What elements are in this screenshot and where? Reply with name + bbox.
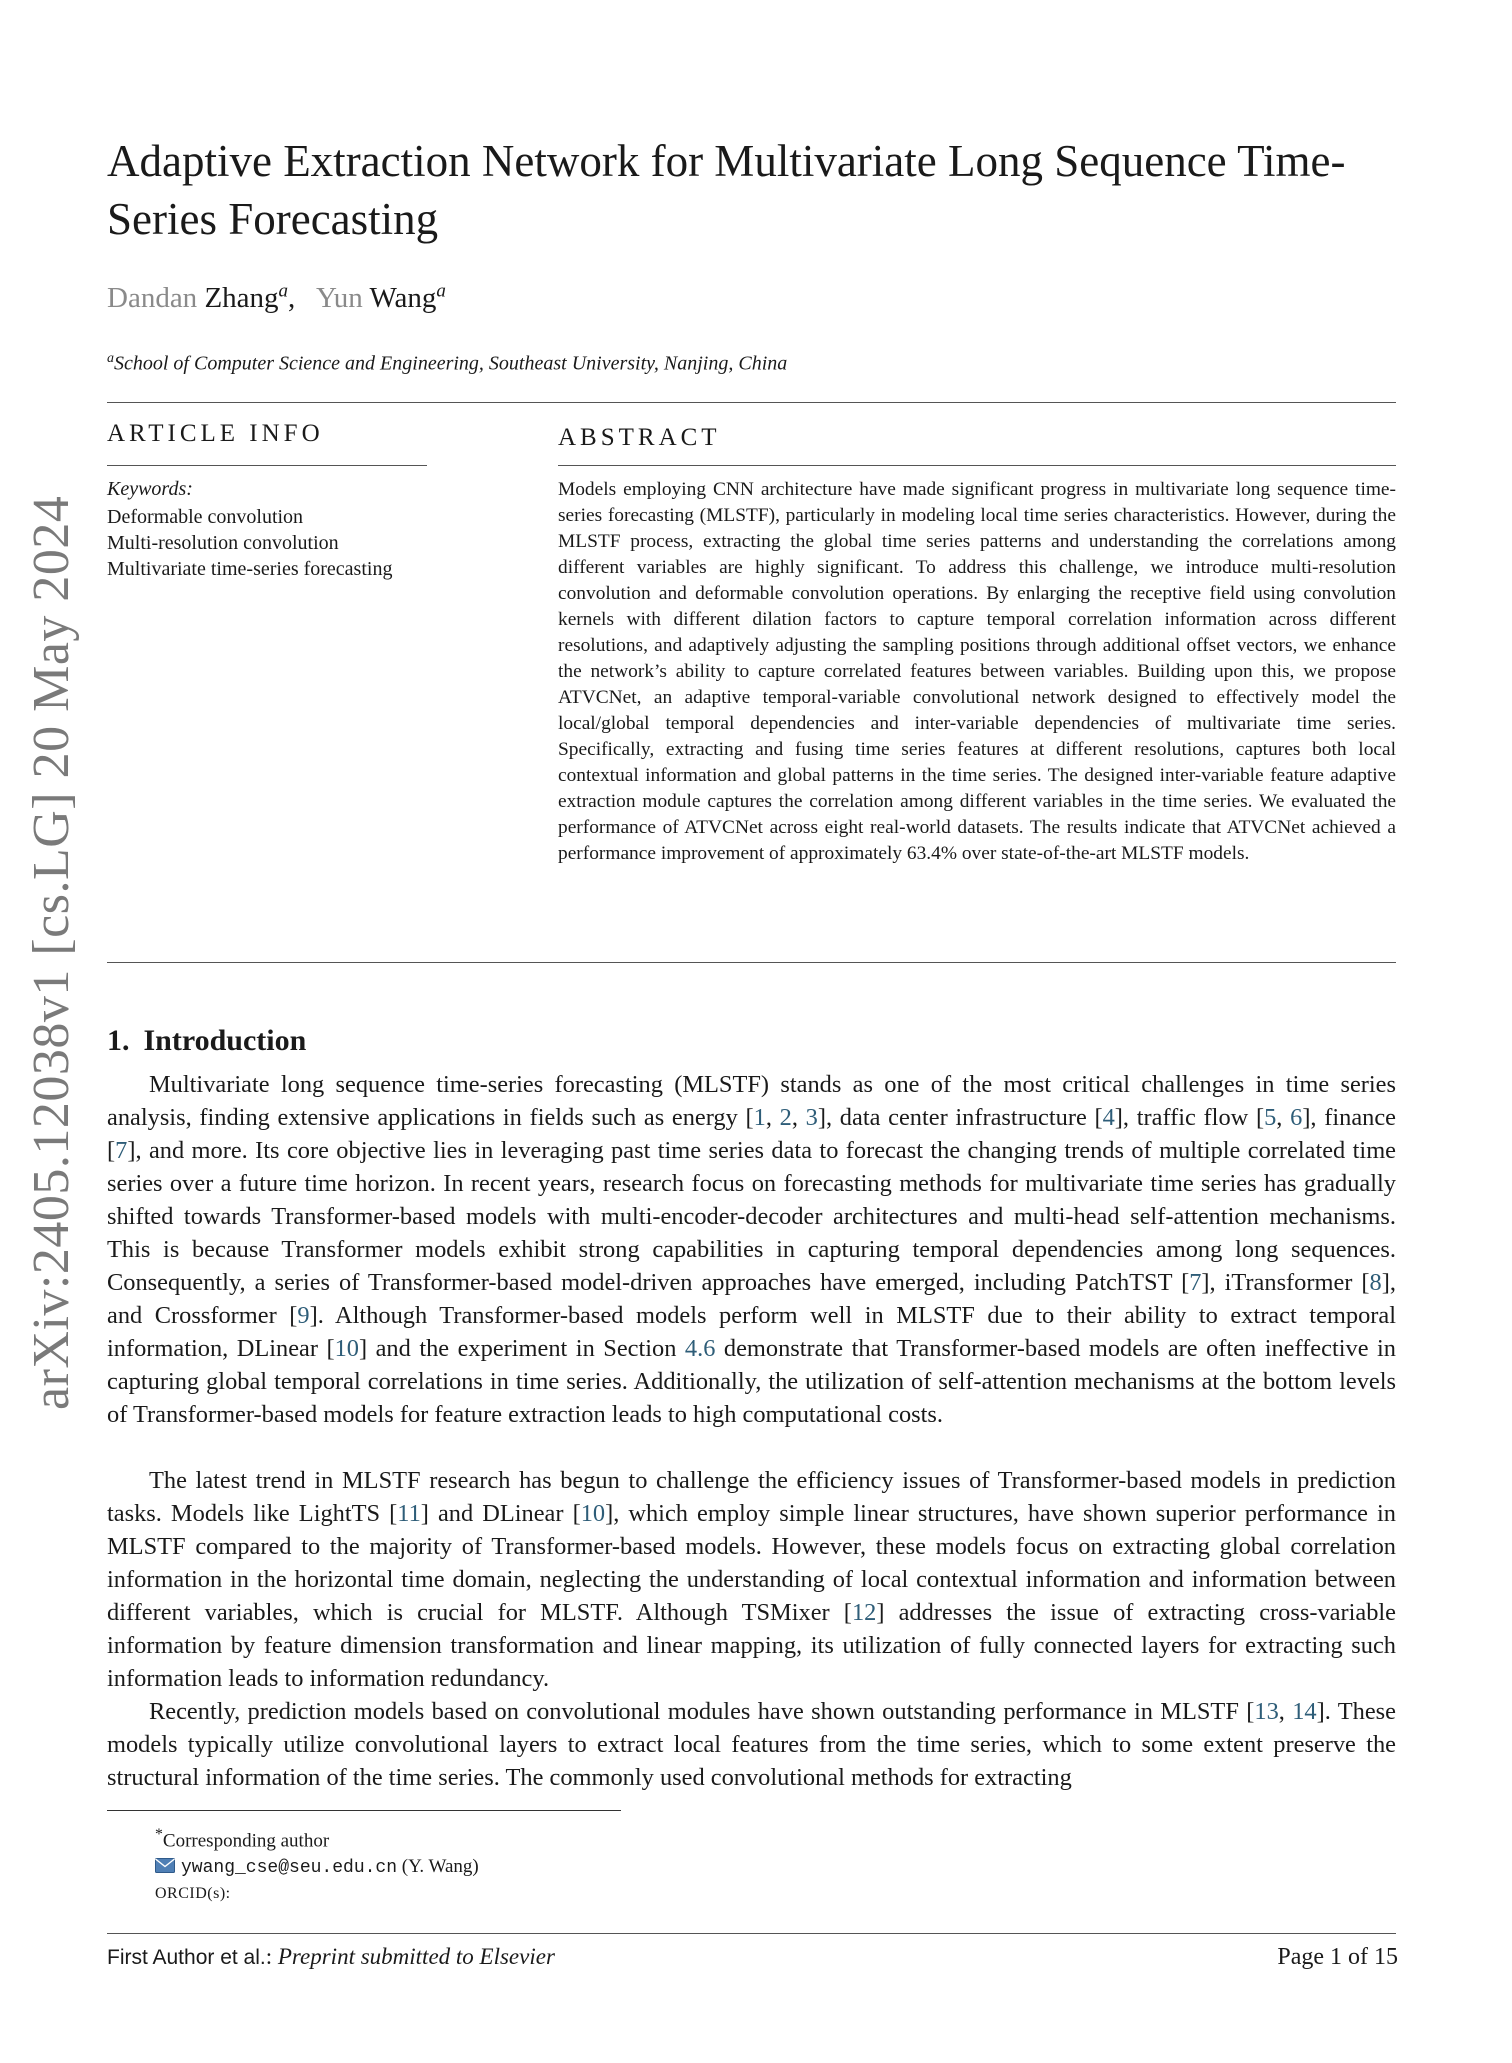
citation-link[interactable]: 1: [753, 1104, 766, 1131]
citation-link[interactable]: 14: [1292, 1698, 1317, 1725]
citation-link[interactable]: 4.6: [684, 1335, 716, 1362]
footer-author: First Author et al.: [107, 1946, 266, 1969]
section-title: Introduction: [143, 1024, 307, 1057]
citation-link[interactable]: 5: [1264, 1104, 1277, 1131]
affiliation-sup: a: [107, 351, 114, 366]
author-list: Dandan Zhang$^a$, Yun Wang$^a$: [107, 280, 446, 314]
author-affiliation-sup: a: [278, 280, 289, 302]
author-1[interactable]: [107, 282, 288, 314]
citation-link[interactable]: 2: [779, 1104, 792, 1131]
orcid-label: ORCID(s):: [155, 1885, 231, 1903]
author-last-name: Wang: [369, 282, 437, 314]
page-number: Page 1 of 15: [1277, 1944, 1398, 1970]
intro-paragraph-2: The latest trend in MLSTF research has begun to challenge the efficiency issues of Transformer-based models in prediction tasks. Models like LightTS [11] and DLinear [10], which employ simple linear structures, have shown superior performance in MLSTF compared to the majority of Transformer-based models. However, these models focus on extracting global correlation information in the horizontal time domain, neglecting the understanding of local contextual information and information between different variables, which is crucial for MLSTF. Although TSMixer [12] addresses the issue of extracting cross-variable information by feature dimension transformation and linear mapping, its utilization of fully connected layers for extracting such information leads to information redundancy.: [107, 1467, 1397, 1692]
citation-link[interactable]: 11: [397, 1500, 421, 1527]
keyword-list: [107, 504, 392, 582]
footnote: [155, 1822, 479, 1907]
abstract-body: Models employing CNN architecture have made significant progress in multivariate long sequence time-series forecasting (MLSTF), particularly in modeling local time series characteristics. However, during the MLSTF process, extracting the global time series patterns and understanding the correlations among different variables are highly significant. To address this challenge, we introduce multi-resolution convolution and deformable convolution operations. By enlarging the receptive field using convolution kernels with different dilation factors to capture temporal correlation information across different resolutions, and adaptively adjusting the sampling positions through additional offset vectors, we enhance the network’s ability to capture correlated features between variables. Building upon this, we propose ATVCNet, an adaptive temporal-variable convolutional network designed to effectively model the local/global temporal dependencies and inter-variable dependencies of multivariate time series. Specifically, extracting and fusing time series features at different resolutions, captures both local contextual information and global patterns in the time series. The designed inter-variable feature adaptive extraction module captures the correlation among different variables in the time series. We evaluated the performance of ATVCNet across eight real-world datasets. The results indicate that ATVCNet achieved a performance improvement of approximately 63.4% over state-of-the-art MLSTF models.: [558, 479, 1396, 864]
citation-link[interactable]: 10: [580, 1500, 606, 1527]
author-affiliation-sup: a: [436, 280, 446, 302]
affiliation: [107, 351, 787, 376]
abstract-bottom-divider: [107, 962, 1396, 963]
corresponding-author-note: *Corresponding author: [155, 1826, 330, 1852]
author-first-name: Yun: [315, 282, 363, 314]
keyword-item: Deformable convolution: [107, 506, 304, 528]
abstract-divider: [558, 465, 1396, 466]
footer-left: First Author et al.: Preprint submitted to Elsevier: [107, 1944, 555, 1969]
email-owner: (Y. Wang): [401, 1856, 479, 1878]
section-number: 1.: [107, 1024, 130, 1057]
citation-link[interactable]: 8: [1369, 1269, 1382, 1296]
header-divider: [107, 402, 1396, 403]
citation-link[interactable]: 10: [334, 1335, 359, 1362]
citation-link[interactable]: 12: [851, 1599, 877, 1626]
citation-link[interactable]: 7: [115, 1137, 128, 1164]
email-line: [155, 1854, 479, 1881]
abstract-heading: ABSTRACT: [558, 424, 721, 451]
section-heading-introduction: [107, 1024, 306, 1058]
footer-venue: Preprint submitted to Elsevier: [277, 1944, 555, 1969]
citation-link[interactable]: 7: [1189, 1269, 1202, 1296]
keyword-item: Multivariate time-series forecasting: [107, 558, 393, 580]
author-last-name: Zhang: [204, 282, 279, 314]
footer-divider: [107, 1933, 1396, 1934]
citation-link[interactable]: 9: [297, 1302, 310, 1329]
envelope-icon: [155, 1858, 175, 1873]
citation-link[interactable]: 6: [1290, 1104, 1303, 1131]
email-link[interactable]: ywang_cse@seu.edu.cn: [181, 1858, 398, 1879]
author-2[interactable]: [316, 282, 446, 314]
article-info-divider: [107, 465, 427, 466]
keywords-label: Keywords:: [107, 478, 193, 500]
affiliation-text: School of Computer Science and Engineering, Southeast University, Nanjing, China: [114, 352, 788, 375]
citation-link[interactable]: 4: [1102, 1104, 1115, 1131]
author-first-name: Dandan: [107, 282, 198, 314]
intro-paragraph-3: Recently, prediction models based on convolutional modules have shown outstanding performance in MLSTF [13, 14]. These models typically utilize convolutional layers to extract local features from the time series, which to some extent preserve the structural information of the time series. The commonly used convolutional methods for extracting: [107, 1698, 1396, 1791]
paper-title: Adaptive Extraction Network for Multivariate Long Sequence Time-Series Forecasting: [107, 136, 1346, 244]
article-info-heading: ARTICLE INFO: [107, 420, 324, 447]
citation-link[interactable]: 3: [805, 1104, 818, 1131]
footnote-divider: [107, 1810, 621, 1811]
citation-link[interactable]: 13: [1254, 1698, 1279, 1725]
arxiv-side-stamp: arXiv:2405.12038v1 [cs.LG] 20 May 2024: [23, 495, 80, 1410]
keyword-item: Multi-resolution convolution: [107, 532, 339, 554]
intro-paragraph-1: Multivariate long sequence time-series forecasting (MLSTF) stands as one of the most critical challenges in time series analysis, finding extensive applications in fields such as energy [1, 2, 3], data center infrastructure [4], traffic flow [5, 6], finance [7], and more. Its core objective lies in leveraging past time series data to forecast the changing trends of multiple correlated time series over a future time horizon. In recent years, research focus on forecasting methods for multivariate time series has gradually shifted towards Transformer-based models with multi-encoder-decoder architectures and multi-head self-attention mechanisms. This is because Transformer models exhibit strong capabilities in capturing temporal dependencies among long sequences. Consequently, a series of Transformer-based model-driven approaches have emerged, including PatchTST [7], iTransformer [8], and Crossformer [9]. Although Transformer-based models perform well in MLSTF due to their ability to extract temporal information, DLinear [10] and the experiment in Section 4.6 demonstrate that Transformer-based models are often ineffective in capturing global temporal correlations in time series. Additionally, the utilization of self-attention mechanisms at the bottom levels of Transformer-based models for feature extraction leads to high computational costs.: [107, 1071, 1396, 1428]
